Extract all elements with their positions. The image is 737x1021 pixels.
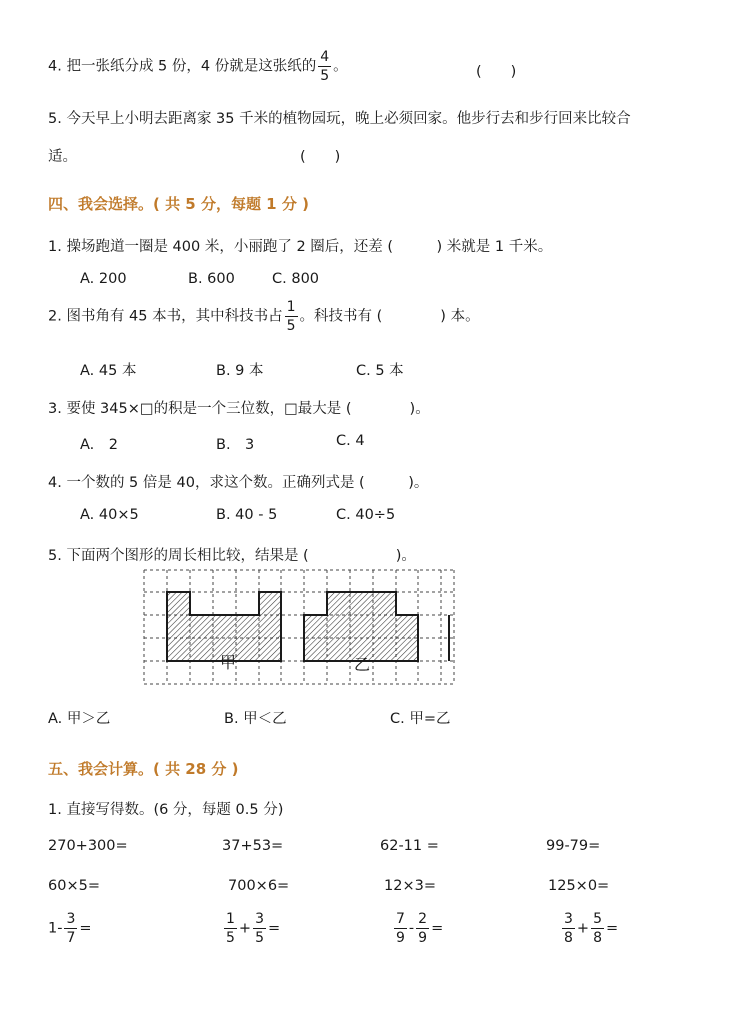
calc-fraction-item: $\frac{7}{9}$ - $\frac{2}{9}$ = [396, 911, 444, 946]
option-b[interactable]: B. 甲＜乙 [224, 711, 287, 727]
calc-item: 12×3= [384, 878, 436, 894]
calc-fraction-item: 1- $\frac{3}{7}$ = [48, 911, 92, 946]
judge-q4: 4. 把一张纸分成 5 份，4 份就是这张纸的 $\frac{4}{5}$ 。 [48, 49, 348, 84]
calc-q1: 1. 直接写得数。(6 分，每题 0.5 分) [48, 802, 284, 818]
section-title: 四、我会选择。( 共 5 分，每题 1 分 ) [48, 195, 309, 213]
option-a[interactable]: A. 200 [80, 271, 127, 287]
calc-item: 700×6= [228, 878, 290, 894]
option-c[interactable]: C. 4 [336, 433, 365, 449]
shape-a [167, 592, 281, 661]
calc-item: 125×0= [548, 878, 610, 894]
fraction: $\frac{4}{5}$ [320, 49, 330, 84]
choice-q5: 5. 下面两个图形的周长相比较，结果是 ( )。 [48, 548, 416, 564]
option-c[interactable]: C. 5 本 [356, 363, 404, 379]
calc-item: 37+53= [222, 838, 284, 854]
choice-q2: 2. 图书角有 45 本书，其中科技书占 $\frac{1}{5}$ 。科技书有 ( ) 本。 [48, 299, 480, 334]
option-c[interactable]: C. 40÷5 [336, 507, 396, 523]
choice-q4: 4. 一个数的 5 倍是 40，求这个数。正确列式是 ( )。 [48, 475, 429, 491]
option-a[interactable]: A. 40×5 [80, 507, 139, 523]
answer-paren[interactable]: ( ) [300, 149, 341, 165]
calc-fraction-item: $\frac{1}{5}$ + $\frac{3}{5}$ = [226, 911, 281, 946]
option-b[interactable]: B. 9 本 [216, 363, 264, 379]
shape-b [304, 592, 418, 661]
option-b[interactable]: B. 40 - 5 [216, 507, 278, 523]
option-c[interactable]: C. 800 [272, 271, 320, 287]
option-b[interactable]: B. 3 [216, 437, 255, 453]
judge-q5-line1: 5. 今天早上小明去距离家 35 千米的植物园玩，晚上必须回家。他步行去和步行回来比较合 [48, 111, 631, 127]
judge-q5-line2: 适。 [48, 149, 77, 165]
perimeter-figure [140, 566, 460, 688]
choice-q3: 3. 要使 345×□的积是一个三位数，□最大是 ( )。 [48, 401, 430, 417]
choice-q1: 1. 操场跑道一圈是 400 米，小丽跑了 2 圈后，还差 ( ) 米就是 1 千米。 [48, 239, 553, 255]
section-title: 五、我会计算。( 共 28 分 ) [48, 760, 239, 778]
shape-b-label: 乙 [354, 655, 371, 674]
calc-item: 60×5= [48, 878, 100, 894]
shape-a-label: 甲 [220, 653, 237, 672]
calc-item: 270+300= [48, 838, 128, 854]
answer-paren[interactable]: ( ) [476, 64, 517, 80]
judge-q4-text: 4. 把一张纸分成 5 份，4 份就是这张纸的 [48, 58, 317, 75]
option-a[interactable]: A. 45 本 [80, 363, 137, 379]
option-c[interactable]: C. 甲=乙 [390, 711, 451, 727]
calc-item: 99-79= [546, 838, 601, 854]
fraction: $\frac{1}{5}$ [286, 299, 296, 334]
option-a[interactable]: A. 2 [80, 437, 118, 453]
calc-item: 62-11 = [380, 838, 439, 854]
calc-fraction-item: $\frac{3}{8}$ + $\frac{5}{8}$ = [564, 911, 619, 946]
option-b[interactable]: B. 600 [188, 271, 235, 287]
option-a[interactable]: A. 甲＞乙 [48, 711, 111, 727]
